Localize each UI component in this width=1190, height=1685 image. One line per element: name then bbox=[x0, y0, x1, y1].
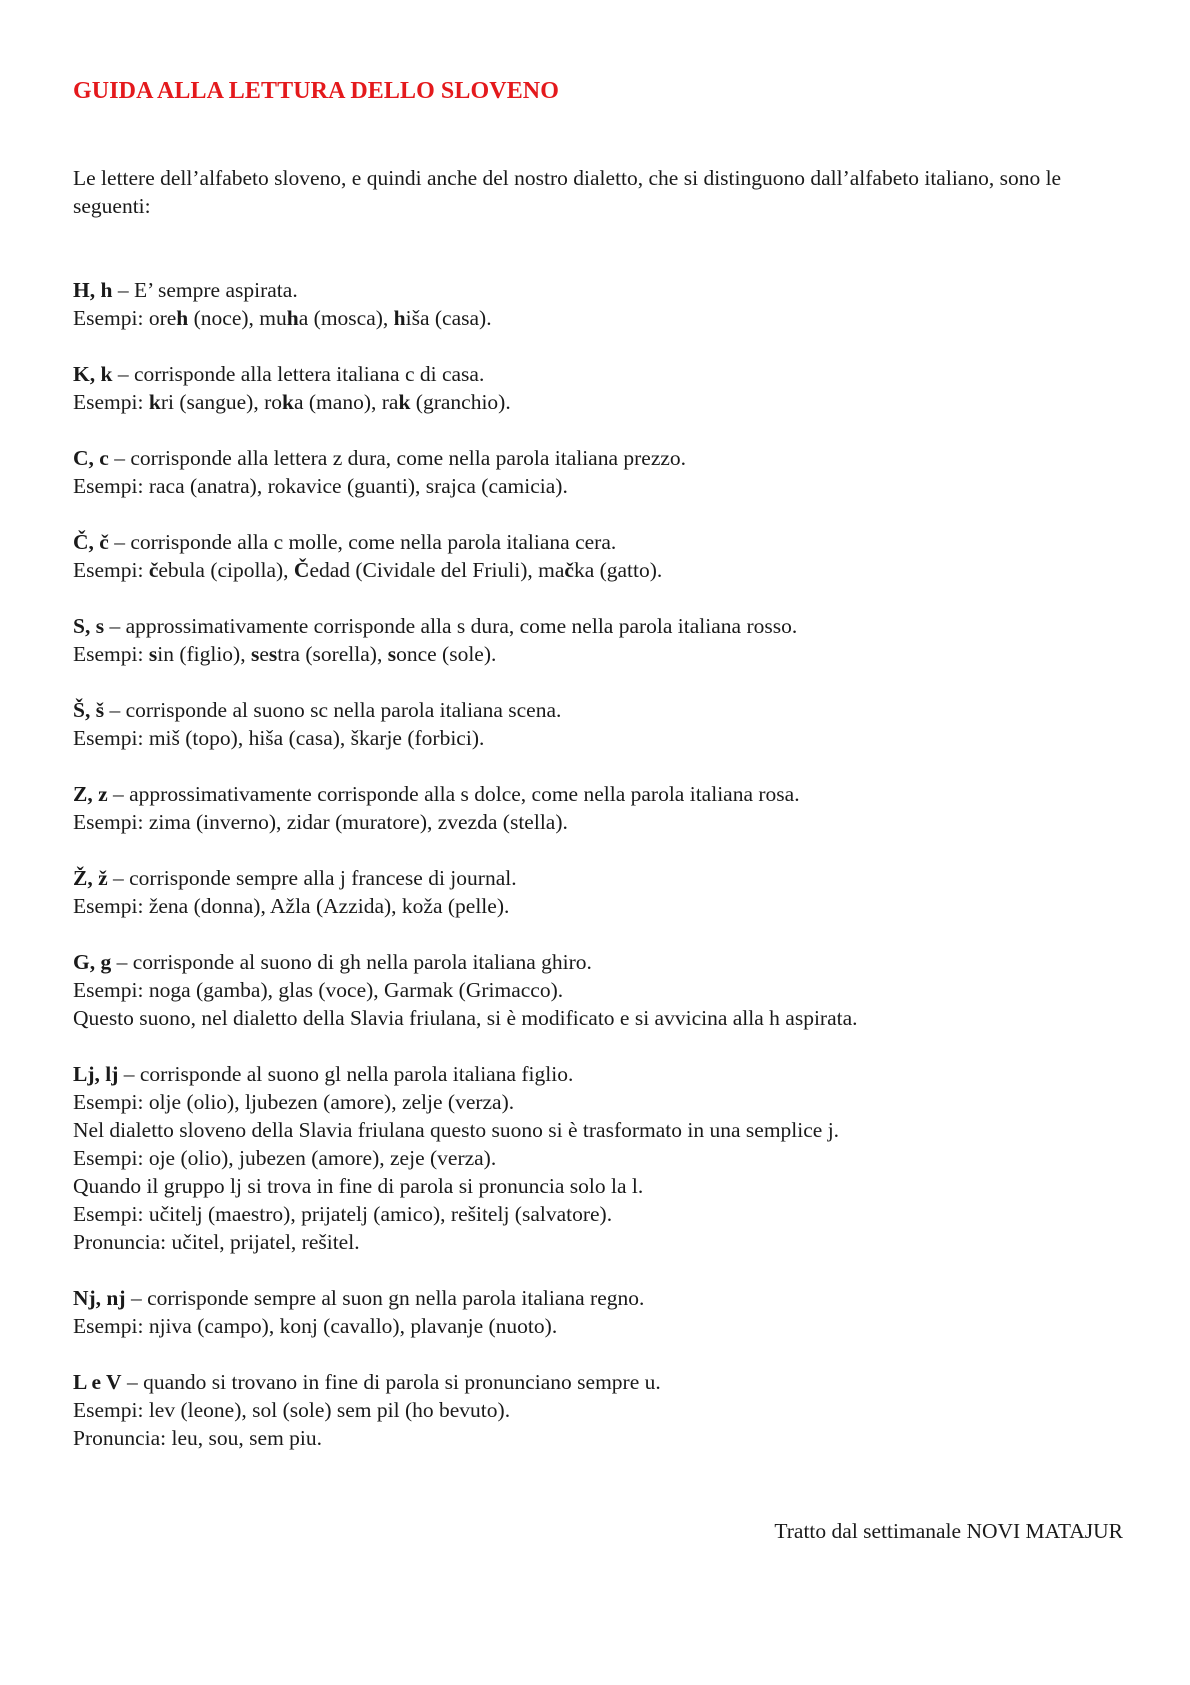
letter-label: Z, z bbox=[73, 782, 108, 806]
entry-text-line bbox=[73, 1424, 1123, 1452]
entry-text-line bbox=[73, 472, 1123, 500]
entry-heading-line bbox=[73, 612, 1123, 640]
entry-heading-line bbox=[73, 528, 1123, 556]
text-segment: – corrisponde sempre alla j francese di journal. bbox=[113, 866, 517, 890]
highlighted-letter: s bbox=[250, 642, 260, 666]
text-segment: Esempi: noga (gamba), glas (voce), Garmak (Grimacco). bbox=[73, 978, 564, 1002]
entry-heading-line bbox=[73, 1284, 1123, 1312]
text-segment: – corrisponde al suono sc nella parola italiana scena. bbox=[109, 698, 562, 722]
entry-text-line bbox=[73, 1004, 1123, 1032]
text-segment: a (mano), ra bbox=[293, 390, 399, 414]
highlighted-letter: k bbox=[282, 390, 294, 414]
entry-text-line bbox=[73, 556, 1123, 584]
intro-paragraph: Le lettere dell’alfabeto sloveno, e quindi anche del nostro dialetto, che si distinguono dall’alfabeto italiano, sono le seguenti: bbox=[73, 166, 1062, 218]
text-segment: Esempi: raca (anatra), rokavice (guanti), srajca (camicia). bbox=[73, 474, 568, 498]
letter-entry bbox=[73, 864, 1123, 920]
text-segment: Esempi: oje (olio), jubezen (amore), zeje (verza). bbox=[73, 1146, 497, 1170]
text-segment: Esempi: bbox=[73, 642, 149, 666]
entry-heading-line bbox=[73, 276, 1123, 304]
entry-text-line bbox=[73, 724, 1123, 752]
highlighted-letter: k bbox=[148, 390, 161, 414]
entry-text-line bbox=[73, 1144, 1123, 1172]
text-segment: – E’ sempre aspirata. bbox=[117, 278, 298, 302]
letter-entries bbox=[73, 276, 1123, 1480]
entry-text-line bbox=[73, 640, 1123, 668]
entry-heading-line bbox=[73, 444, 1123, 472]
highlighted-letter: h bbox=[176, 306, 189, 330]
text-segment: – corrisponde alla lettera italiana c di casa. bbox=[117, 362, 485, 386]
letter-label: G, g bbox=[73, 950, 112, 974]
entry-heading-line bbox=[73, 360, 1123, 388]
source-credit: Tratto dal settimanale NOVI MATAJUR bbox=[774, 1519, 1123, 1543]
entry-heading-line bbox=[73, 864, 1123, 892]
letter-entry bbox=[73, 1368, 1123, 1452]
text-segment: once (sole). bbox=[396, 642, 497, 666]
letter-label: C, c bbox=[73, 446, 109, 470]
text-segment: (noce), mu bbox=[188, 306, 287, 330]
entry-text-line bbox=[73, 304, 1123, 332]
letter-label: Nj, nj bbox=[73, 1286, 126, 1310]
letter-entry bbox=[73, 780, 1123, 836]
letter-entry bbox=[73, 612, 1123, 668]
entry-text-line bbox=[73, 808, 1123, 836]
text-segment: Esempi: miš (topo), hiša (casa), škarje (forbici). bbox=[73, 726, 485, 750]
text-segment: Nel dialetto sloveno della Slavia friulana questo suono si è trasformato in una semplice j. bbox=[73, 1118, 840, 1142]
text-segment: – approssimativamente corrisponde alla s dura, come nella parola italiana rosso. bbox=[109, 614, 798, 638]
entry-heading-line bbox=[73, 1368, 1123, 1396]
text-segment: e bbox=[259, 642, 269, 666]
letter-label: S, s bbox=[73, 614, 105, 638]
entry-text-line bbox=[73, 1172, 1123, 1200]
text-segment: Esempi: bbox=[73, 558, 149, 582]
entry-text-line bbox=[73, 1228, 1123, 1256]
entry-text-line bbox=[73, 1116, 1123, 1144]
letter-label: Š, š bbox=[73, 698, 105, 722]
letter-entry bbox=[73, 1284, 1123, 1340]
text-segment: tra (sorella), bbox=[277, 642, 388, 666]
text-segment: – approssimativamente corrisponde alla s dolce, come nella parola italiana rosa. bbox=[113, 782, 800, 806]
highlighted-letter: Č bbox=[293, 558, 310, 582]
letter-entry bbox=[73, 528, 1123, 584]
text-segment: edad (Cividale del Friuli), ma bbox=[309, 558, 565, 582]
letter-entry bbox=[73, 948, 1123, 1032]
text-segment: Esempi: zima (inverno), zidar (muratore), zvezda (stella). bbox=[73, 810, 568, 834]
page-title: GUIDA ALLA LETTURA DELLO SLOVENO bbox=[73, 78, 560, 104]
entry-text-line bbox=[73, 1088, 1123, 1116]
text-segment: Quando il gruppo lj si trova in fine di parola si pronuncia solo la l. bbox=[73, 1174, 644, 1198]
text-segment: ri (sangue), ro bbox=[160, 390, 283, 414]
text-segment: – corrisponde alla c molle, come nella parola italiana cera. bbox=[114, 530, 617, 554]
entry-heading-line bbox=[73, 1060, 1123, 1088]
highlighted-letter: s bbox=[148, 642, 158, 666]
text-segment: ebula (cipolla), bbox=[158, 558, 294, 582]
text-segment: Esempi: ore bbox=[73, 306, 177, 330]
text-segment: Esempi: njiva (campo), konj (cavallo), plavanje (nuoto). bbox=[73, 1314, 558, 1338]
entry-text-line bbox=[73, 976, 1123, 1004]
highlighted-letter: s bbox=[387, 642, 397, 666]
text-segment: – corrisponde al suono di gh nella parola italiana ghiro. bbox=[116, 950, 592, 974]
document-page bbox=[73, 76, 1123, 1543]
entry-heading-line bbox=[73, 696, 1123, 724]
text-segment: Pronuncia: učitel, prijatel, rešitel. bbox=[73, 1230, 360, 1254]
entry-text-line bbox=[73, 892, 1123, 920]
text-segment: Esempi: žena (donna), Ažla (Azzida), koža (pelle). bbox=[73, 894, 510, 918]
text-segment: Pronuncia: leu, sou, sem piu. bbox=[73, 1426, 323, 1450]
highlighted-letter: h bbox=[286, 306, 299, 330]
text-segment: – corrisponde alla lettera z dura, come nella parola italiana prezzo. bbox=[114, 446, 687, 470]
letter-label: H, h bbox=[73, 278, 113, 302]
text-segment: Esempi: olje (olio), ljubezen (amore), zelje (verza). bbox=[73, 1090, 515, 1114]
highlighted-letter: č bbox=[148, 558, 159, 582]
text-segment: in (figlio), bbox=[157, 642, 251, 666]
letter-entry bbox=[73, 276, 1123, 332]
entry-text-line bbox=[73, 1396, 1123, 1424]
letter-label: Lj, lj bbox=[73, 1062, 119, 1086]
text-segment: iša (casa). bbox=[405, 306, 492, 330]
letter-entry bbox=[73, 444, 1123, 500]
entry-text-line bbox=[73, 1200, 1123, 1228]
letter-label: K, k bbox=[73, 362, 113, 386]
highlighted-letter: h bbox=[393, 306, 406, 330]
letter-label: Ž, ž bbox=[73, 866, 108, 890]
text-segment: ka (gatto). bbox=[573, 558, 663, 582]
text-segment: – quando si trovano in fine di parola si pronunciano sempre u. bbox=[126, 1370, 661, 1394]
text-segment: Questo suono, nel dialetto della Slavia friulana, si è modificato e si avvicina alla h aspirata. bbox=[73, 1006, 858, 1030]
text-segment: Esempi: lev (leone), sol (sole) sem pil (ho bevuto). bbox=[73, 1398, 511, 1422]
letter-label: L e V bbox=[73, 1370, 122, 1394]
highlighted-letter: k bbox=[398, 390, 411, 414]
letter-entry bbox=[73, 1060, 1123, 1256]
text-segment: (granchio). bbox=[410, 390, 511, 414]
letter-label: Č, č bbox=[73, 530, 109, 554]
entry-heading-line bbox=[73, 948, 1123, 976]
text-segment: Esempi: bbox=[73, 390, 149, 414]
text-segment: – corrisponde sempre al suon gn nella parola italiana regno. bbox=[130, 1286, 645, 1310]
highlighted-letter: č bbox=[564, 558, 574, 582]
entry-text-line bbox=[73, 388, 1123, 416]
entry-text-line bbox=[73, 1312, 1123, 1340]
text-segment: a (mosca), bbox=[298, 306, 394, 330]
entry-heading-line bbox=[73, 780, 1123, 808]
highlighted-letter: s bbox=[268, 642, 278, 666]
text-segment: – corrisponde al suono gl nella parola italiana figlio. bbox=[123, 1062, 574, 1086]
letter-entry bbox=[73, 696, 1123, 752]
text-segment: Esempi: učitelj (maestro), prijatelj (amico), rešitelj (salvatore). bbox=[73, 1202, 613, 1226]
letter-entry bbox=[73, 360, 1123, 416]
